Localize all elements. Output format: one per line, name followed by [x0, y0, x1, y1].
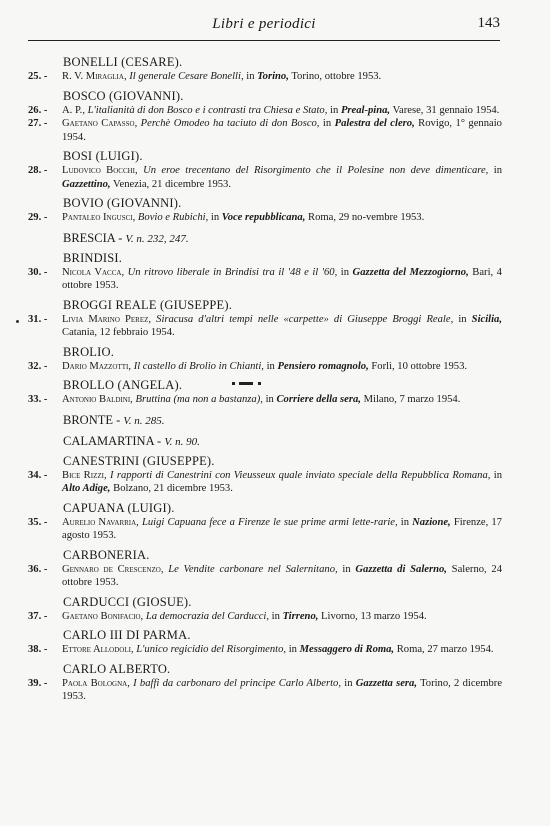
- entry-place-date: Rovigo, 1° gennaio 1954.: [62, 118, 502, 143]
- bibliography-entry: [28, 610, 502, 624]
- bibliography-entry: [28, 677, 502, 704]
- entry-author: Livia Marino Perez,: [62, 313, 152, 325]
- cross-reference-heading: [28, 434, 502, 449]
- bibliography-list: [28, 48, 502, 704]
- entry-title: L'unico regicidio del Risorgimento,: [136, 644, 287, 655]
- entry-number: 37. -: [28, 610, 48, 622]
- entry-author: R. V. Miraglia,: [62, 71, 127, 82]
- subject-heading: CALAMARTINA -: [63, 433, 162, 448]
- subject-heading: BRONTE -: [63, 412, 121, 427]
- bibliography-entry: [28, 360, 502, 374]
- entry-text: [62, 117, 502, 144]
- entry-title: L'italianità di don Bosco e i contrasti tra Chiesa e Stato,: [87, 104, 328, 116]
- entry-number: 34. -: [28, 469, 48, 481]
- entry-publication: Palestra del clero,: [334, 118, 415, 129]
- entry-connector: in: [246, 71, 255, 82]
- entry-place-date: Venezia, 21 dicembre 1953.: [113, 178, 231, 190]
- entry-place-date: Roma, 27 marzo 1954.: [396, 644, 494, 655]
- entry-title: Le Vendite carbonare nel Salernitano,: [168, 563, 338, 575]
- entry-place-date: Salerno, 24 ottobre 1953.: [62, 563, 502, 588]
- entry-publication: Gazzetta del Mezzogiorno,: [352, 266, 469, 278]
- entry-number: 32. -: [28, 360, 48, 372]
- entry-place-date: Catania, 12 febbraio 1954.: [62, 327, 175, 338]
- subject-heading: CARBONERIA.: [63, 547, 150, 562]
- subject-heading: BONELLI (CESARE).: [63, 55, 183, 69]
- entry-text: [62, 469, 502, 496]
- running-title: Libri e periodici: [212, 16, 316, 32]
- entry-place-date: Firenze, 17 agosto 1953.: [62, 516, 502, 541]
- entry-number: 26. -: [28, 104, 48, 116]
- cross-reference-heading: [28, 413, 502, 428]
- entry-connector: in: [400, 516, 410, 528]
- entry-place-date: Forlì, 10 ottobre 1953.: [371, 360, 468, 372]
- entry-place-date: Torino, 2 dicembre 1953.: [62, 677, 503, 702]
- entry-place-date: Roma, 29 no-vembre 1953.: [308, 212, 425, 223]
- subject-heading: CANESTRINI (GIUSEPPE).: [63, 453, 215, 468]
- entry-author: Antonio Baldini,: [62, 394, 133, 405]
- entry-connector: in: [493, 165, 503, 176]
- entry-connector: in: [265, 394, 274, 405]
- subject-heading: CARDUCCI (GIOSUE).: [63, 594, 192, 609]
- entry-publication: Messaggero di Roma,: [299, 644, 395, 655]
- entry-place-date: Milano, 7 marzo 1954.: [363, 394, 461, 405]
- subject-heading: BRINDISI.: [63, 250, 123, 265]
- entry-title: Un ritrovo liberale in Brindisi tra il '48 e il '60,: [127, 266, 338, 278]
- see-reference: V. n. 232, 247.: [125, 232, 189, 245]
- entry-author: Ludovico Bocchi,: [62, 165, 138, 176]
- bibliography-entry: [28, 104, 502, 118]
- entry-title: Il generale Cesare Bonelli,: [129, 71, 244, 82]
- bibliography-entry: [28, 313, 502, 340]
- entry-connector: in: [266, 360, 275, 372]
- subject-heading: BOSI (LUIGI).: [63, 149, 143, 163]
- entry-place-date: Varese, 31 gennaio 1954.: [392, 104, 500, 116]
- entry-title: Perchè Omodeo ha taciuto di don Bosco,: [140, 118, 320, 129]
- entry-text: [62, 393, 502, 407]
- entry-publication: Preal-pina,: [340, 104, 391, 116]
- entry-number: 38. -: [28, 644, 48, 655]
- entry-number: 31. -: [28, 313, 48, 325]
- entry-number: 29. -: [28, 212, 48, 223]
- entry-author: A. P.,: [62, 104, 85, 116]
- entry-text: [62, 211, 502, 225]
- entry-place-date: Livorno, 13 marzo 1954.: [321, 610, 427, 622]
- entry-connector: in: [340, 266, 350, 278]
- subject-heading: BOVIO (GIOVANNI).: [63, 196, 182, 210]
- entry-author: Gennaro de Crescenzo,: [62, 563, 164, 575]
- entry-place-date: Bari, 4 ottobre 1953.: [62, 266, 502, 291]
- entry-text: [62, 563, 502, 590]
- subject-heading: BROGGI REALE (GIUSEPPE).: [63, 297, 233, 312]
- entry-text: [62, 104, 502, 118]
- entry-publication: Torino,: [257, 71, 289, 82]
- entry-publication: Pensiero romagnolo,: [277, 360, 369, 372]
- see-reference: V. n. 90.: [164, 435, 200, 448]
- bibliography-entry: [28, 563, 502, 590]
- entry-connector: in: [344, 677, 353, 689]
- entry-text: [62, 313, 502, 340]
- entry-text: [62, 677, 502, 704]
- subject-heading: CARLO III DI PARMA.: [63, 628, 191, 642]
- entry-number: 30. -: [28, 266, 48, 278]
- bibliography-entry: [28, 70, 502, 84]
- entry-author: Bice Rizzi,: [62, 469, 107, 481]
- entry-publication: Gazzetta di Salerno,: [355, 563, 447, 575]
- cross-reference-heading: [28, 231, 502, 246]
- entry-author: Nicola Vacca,: [62, 266, 125, 278]
- entry-text: [62, 164, 502, 191]
- bibliography-entry: [28, 266, 502, 293]
- entry-number: 39. -: [28, 677, 48, 689]
- entry-author: Aurelio Navarria,: [62, 516, 139, 528]
- entry-title: Un eroe trecentano del Risorgimento che il Polesine non deve dimenticare,: [143, 165, 489, 176]
- entry-connector: in: [342, 563, 351, 575]
- entry-author: Gaetano Capasso,: [62, 118, 138, 129]
- see-reference: V. n. 285.: [123, 414, 165, 427]
- entry-text: [62, 70, 502, 84]
- margin-speck: [16, 320, 19, 323]
- entry-author: Dario Mazzotti,: [62, 360, 132, 372]
- entry-connector: in: [322, 118, 332, 129]
- entry-publication: Gazzetta sera,: [355, 677, 417, 689]
- bibliography-entry: [28, 211, 502, 225]
- subject-heading: BOSCO (GIOVANNI).: [63, 88, 184, 103]
- entry-title: Bovio e Rubichi,: [137, 212, 209, 223]
- entry-author: Pantaleo Ingusci,: [62, 212, 136, 223]
- entry-number: 33. -: [28, 394, 48, 405]
- entry-text: [62, 610, 502, 624]
- entry-publication: Tirreno,: [282, 610, 319, 622]
- bibliography-entry: [28, 643, 502, 657]
- entry-title: Luigi Capuana fece a Firenze le sue prime armi lette-rarie,: [141, 516, 398, 528]
- bibliography-entry: [28, 164, 502, 191]
- entry-publication: Voce repubblicana,: [221, 212, 306, 223]
- page-header: [28, 14, 500, 41]
- entry-title: Bruttina (ma non a bastanza),: [135, 394, 263, 405]
- page-number: 143: [477, 15, 500, 31]
- entry-publication: Sicilia,: [471, 313, 502, 325]
- entry-connector: in: [210, 212, 220, 223]
- entry-place-date: Bolzano, 21 dicembre 1953.: [113, 483, 233, 494]
- entry-text: [62, 643, 502, 657]
- entry-connector: in: [330, 104, 339, 116]
- entry-number: 25. -: [28, 71, 48, 82]
- bibliography-entry: [28, 393, 502, 407]
- subject-heading: BROLLO (ANGELA).: [63, 378, 183, 392]
- entry-text: [62, 360, 502, 374]
- entry-number: 27. -: [28, 118, 48, 129]
- subject-heading: BROLIO.: [63, 344, 115, 359]
- entry-publication: Nazione,: [412, 516, 451, 528]
- entry-number: 36. -: [28, 563, 48, 575]
- entry-title: I baffi da carbonaro del principe Carlo Alberto,: [133, 677, 341, 689]
- entry-publication: Gazzettino,: [62, 178, 111, 190]
- bibliography-entry: [28, 516, 502, 543]
- bibliography-entry: [28, 469, 502, 496]
- entry-author: Gaetano Bonifacio,: [62, 610, 144, 622]
- entry-number: 35. -: [28, 516, 48, 528]
- entry-text: [62, 516, 502, 543]
- entry-publication: Corriere della sera,: [276, 394, 361, 405]
- entry-connector: in: [493, 469, 502, 481]
- entry-title: Il castello di Brolio in Chianti,: [133, 360, 264, 372]
- bibliography-entry: [28, 117, 502, 144]
- entry-place-date: Torino, ottobre 1953.: [291, 71, 382, 82]
- subject-heading: CARLO ALBERTO.: [63, 661, 171, 676]
- entry-author: Paola Bologna,: [62, 677, 130, 689]
- entry-title: La democrazia del Carducci,: [145, 610, 270, 622]
- entry-title: Siracusa d'altri tempi nelle «carpette» di Giuseppe Broggi Reale,: [156, 313, 454, 325]
- entry-connector: in: [288, 644, 297, 655]
- subject-heading: BRESCIA -: [63, 230, 123, 245]
- entry-text: [62, 266, 502, 293]
- entry-number: 28. -: [28, 165, 48, 176]
- entry-publication: Alto Adige,: [62, 483, 111, 494]
- subject-heading: CAPUANA (LUIGI).: [63, 500, 175, 515]
- entry-title: I rapporti di Canestrini con Vieusseux quale inviato speciale della Repubblica Romana,: [109, 469, 491, 481]
- entry-author: Ettore Allodoli,: [62, 644, 134, 655]
- entry-connector: in: [271, 610, 280, 622]
- entry-connector: in: [458, 313, 467, 325]
